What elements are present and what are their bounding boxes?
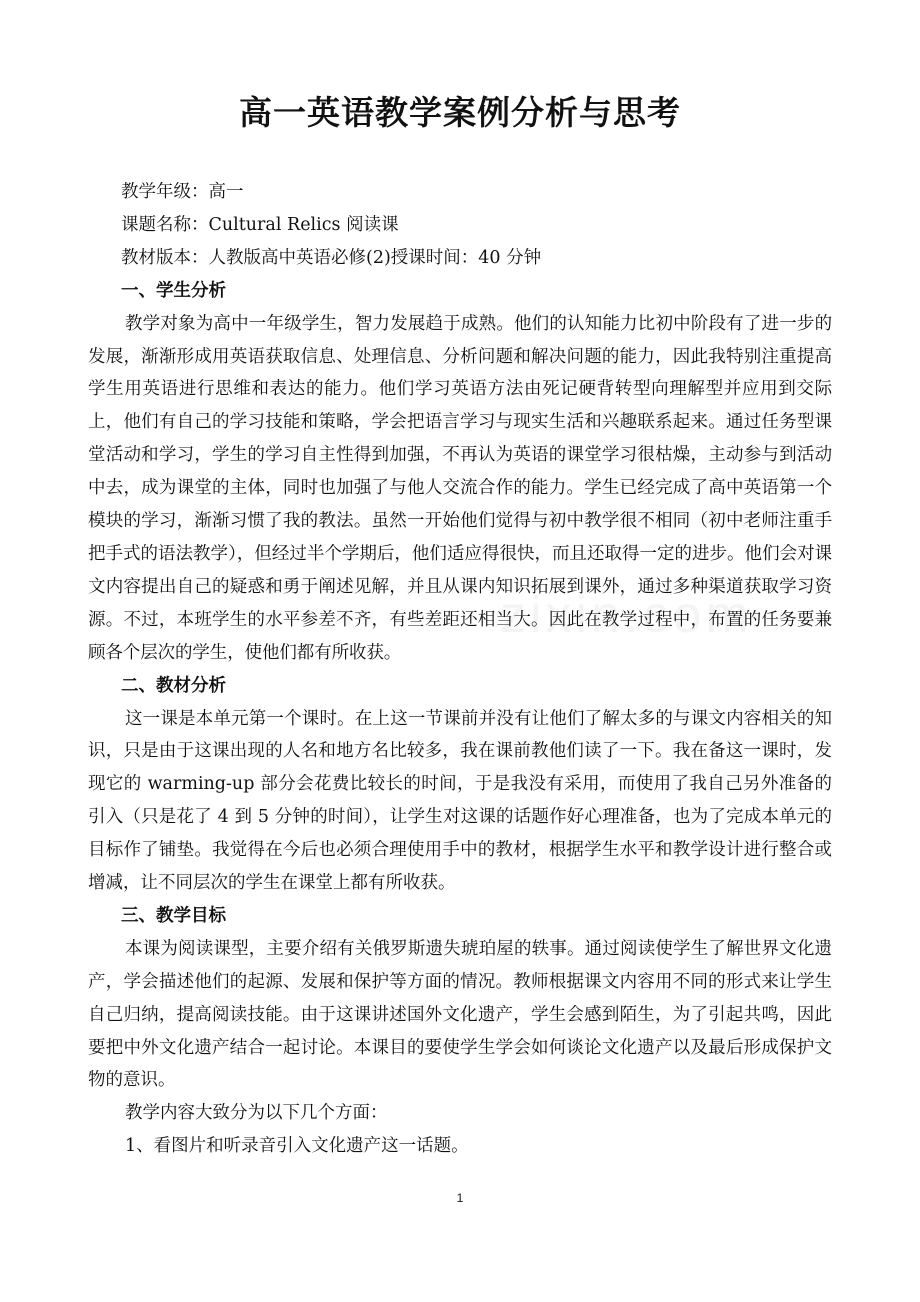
meta-grade: 教学年级：高一 (121, 182, 244, 202)
document-title: 高一英语教学案例分析与思考 (239, 93, 681, 132)
page-number: 1 (456, 1191, 464, 1205)
meta-topic: 课题名称：Cultural Relics 阅读课 (121, 214, 399, 235)
list-item-content-1: 1、看图片和听录音引入文化遗产这一话题。 (125, 1136, 469, 1157)
watermark (500, 585, 753, 645)
section-heading-student-analysis: 一、学生分析 (121, 280, 226, 301)
paragraph-content-intro: 教学内容大致分为以下几个方面： (125, 1103, 388, 1124)
document-body (88, 176, 832, 1163)
section-heading-teaching-goals: 三、教学目标 (121, 905, 226, 926)
paragraph-teaching-goals: 本课为阅读课型，主要介绍有关俄罗斯遗失琥珀屋的轶事。通过阅读使学生了解世界文化遗产，学会描述他们的起源、发展和保护等方面的情况。教师根据课文内容用不同的形式来让学生自己归纳，提高阅读技能。由于这课讲述国外文化遗产，学生会感到陌生，为了引起共鸣，因此要把中外文化遗产结合一起讨论。本课目的要使学生学会如何谈论文化遗产以及最后形成保护文物的意识。 (88, 938, 832, 1091)
meta-textbook: 教材版本：人教版高中英语必修(2)授课时间：40 分钟 (121, 247, 542, 268)
section-heading-material-analysis: 二、教材分析 (121, 675, 226, 696)
paragraph-student-analysis: 教学对象为高中一年级学生，智力发展趋于成熟。他们的认知能力比初中阶段有了进一步的发展，渐渐形成用英语获取信息、处理信息、分析问题和解决问题的能力，因此我特别注重提高学生用英语进行思维和表达的能力。他们学习英语方法由死记硬背转型向理解型并应用到交际上，他们有自己的学习技能和策略，学会把语言学习与现实生活和兴趣联系起来。通过任务型课堂活动和学习，学生的学习自主性得到加强，不再认为英语的课堂学习很枯燥，主动参与到活动中去，成为课堂的主体，同时也加强了与他人交流合作的能力。学生已经完成了高中英语第一个模块的学习，渐渐习惯了我的教法。虽然一开始他们觉得与初中教学很不相同（初中老师注重手把手式的语法教学），但经过半个学期后，他们适应得很快，而且还取得一定的进步。他们会对课文内容提出自己的疑惑和勇于阐述见解，并且从课内知识拓展到课外，通过多种渠道获取学习资源。不过，本班学生的水平参差不齐，有些差距还相当大。因此在教学过程中，布置的任务要兼顾各个层次的学生，使他们都有所收获。 (88, 313, 832, 663)
paragraph-material-analysis: 这一课是本单元第一个课时。在上这一节课前并没有让他们了解太多的与课文内容相关的知识，只是由于这课出现的人名和地方名比较多，我在课前教他们读了一下。我在备这一课时，发现它的 warming-up 部分会花费比较长的时间，于是我没有采用，而使用了我自己另外准备的引入（只是花了 4 到 5 分钟的时间），让学生对这课的话题作好心理准备，也为了完成本单元的目标作了铺垫。我觉得在今后也必须合理使用手中的教材，根据学生水平和教学设计进行整合或增减，让不同层次的学生在课堂上都有所收获。 (88, 708, 832, 894)
